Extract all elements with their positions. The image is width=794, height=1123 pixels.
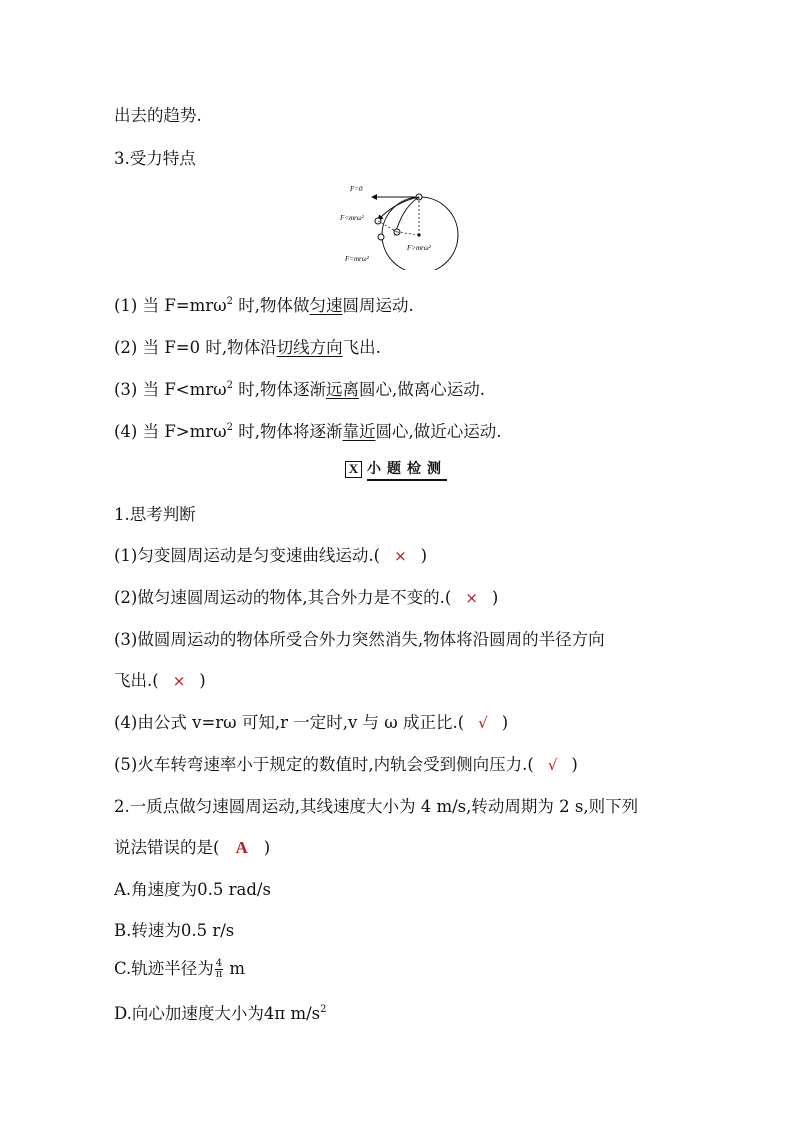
- q1-item-1: (1)匀变圆周运动是匀变速曲线运动.( × ): [114, 546, 428, 565]
- q1-item-4: (4)由公式 v=rω 可知,r 一定时,v 与 ω 成正比.( √ ): [114, 713, 509, 732]
- section-title: 小题检测: [367, 458, 447, 481]
- intro-line: 出去的趋势.: [114, 106, 202, 125]
- condition-3: (3) 当 F<mrω$^2$ 时,物体逐渐远离圆心,做离心运动.: [114, 380, 485, 399]
- condition-2: (2) 当 F=0 时,物体沿切线方向飞出.: [114, 338, 381, 357]
- label-f0: F=0: [350, 185, 363, 193]
- section-header-quiz: [345, 458, 447, 480]
- option-c: C.轨迹半径为 $\frac{4}{\pi}$ m: [114, 958, 246, 980]
- answer-mark: ×: [465, 589, 478, 607]
- section-heading-force: 3.受力特点: [114, 149, 196, 168]
- centrifugal-diagram: [340, 180, 465, 270]
- q2-stem-line-2: 说法错误的是( A ): [114, 838, 271, 857]
- q1-item-3: (3)做圆周运动的物体所受合外力突然消失,物体将沿圆周的半径方向: [114, 630, 605, 649]
- answer-mark: √: [478, 714, 488, 732]
- answer-mark: √: [547, 756, 558, 774]
- fraction: $\frac{4}{\pi}$: [215, 958, 223, 980]
- option-d: D.向心加速度大小为4π $m/s^2$: [114, 1004, 327, 1023]
- option-b: B.转速为0.5 r/s: [114, 921, 235, 940]
- q2-stem-line-1: 2.一质点做匀速圆周运动,其线速度大小为 4 m/s,转动周期为 2 s,则下列: [114, 797, 639, 816]
- curve-less: [378, 197, 419, 220]
- q1-item-2: (2)做匀速圆周运动的物体,其合外力是不变的.( × ): [114, 588, 499, 607]
- answer-mark: ×: [172, 672, 186, 690]
- answer-mark: A: [235, 838, 248, 857]
- label-equal: F=mrω²: [345, 255, 369, 263]
- label-less: F<mrω²: [340, 214, 364, 222]
- answer-mark: ×: [394, 547, 407, 565]
- condition-1: (1) 当 F=mrω$^2$ 时,物体做匀速圆周运动.: [114, 296, 414, 315]
- condition-4: (4) 当 F>mrω$^2$ 时,物体将逐渐靠近圆心,做近心运动.: [114, 422, 502, 441]
- x-badge-icon: X: [345, 461, 362, 478]
- q1-title: 1.思考判断: [114, 505, 196, 524]
- orbit-circle: [382, 197, 458, 270]
- q1-item-5: (5)火车转弯速率小于规定的数值时,内轨会受到侧向压力.( √ ): [114, 755, 578, 774]
- label-greater: F>mrω²: [407, 244, 431, 252]
- particle-equal: [378, 234, 384, 240]
- option-a: A.角速度为0.5 rad/s: [114, 880, 271, 899]
- q1-item-3-cont: 飞出.( × ): [114, 671, 206, 690]
